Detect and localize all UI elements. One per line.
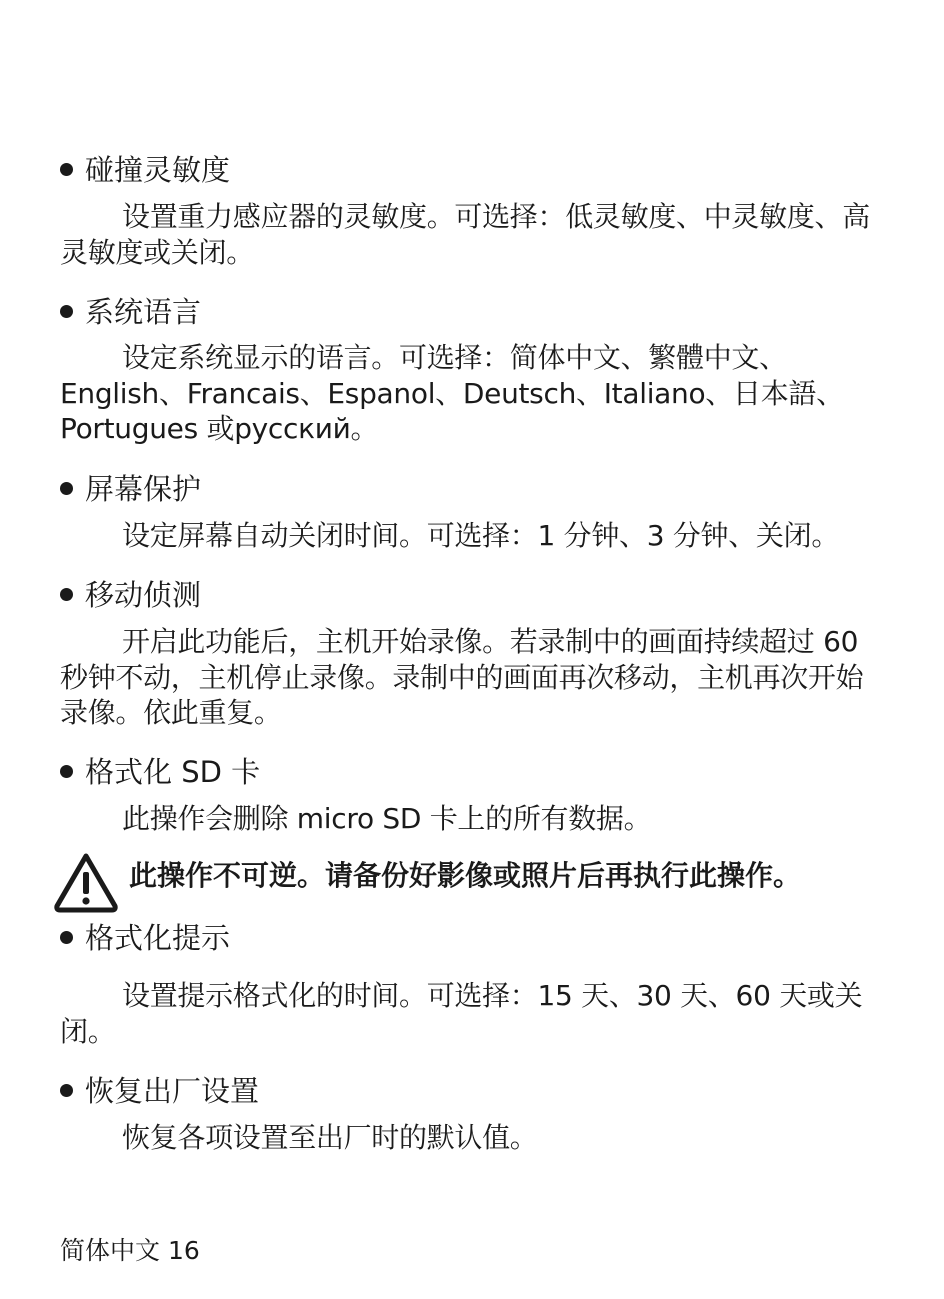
section-body-system-language: 设定系统显示的语言。可选择：简体中文、繁體中文、English、Francais、Espanol、Deutsch、Italiano、日本語、Portugues 或русский。: [60, 341, 844, 445]
page-footer: 简体中文 16: [60, 1236, 200, 1265]
warning-notice: [53, 852, 893, 914]
section-body-motion-detection: 开启此功能后，主机开始录像。若录制中的画面持续超过 60 秒钟不动，主机停止录像。录制中的画面再次移动，主机再次开始录像。依此重复。: [60, 625, 864, 729]
bullet-icon: [60, 163, 73, 176]
bullet-icon: [60, 305, 73, 318]
section-body-format-reminder: 设置提示格式化的时间。可选择：15 天、30 天、60 天或关闭。: [60, 979, 863, 1048]
section-heading-text: 格式化 SD 卡: [85, 755, 261, 789]
section-body-collision-sensitivity: 设置重力感应器的灵敏度。可选择：低灵敏度、中灵敏度、高灵敏度或关闭。: [60, 200, 870, 269]
section-body-factory-reset: 恢复各项设置至出厂时的默认值。: [122, 1121, 538, 1154]
bullet-icon: [60, 765, 73, 778]
section-heading-collision-sensitivity: [60, 152, 880, 188]
section-heading-format-sd: [60, 754, 880, 790]
section-heading-text: 碰撞灵敏度: [85, 153, 231, 187]
bullet-icon: [60, 482, 73, 495]
bullet-icon: [60, 1084, 73, 1097]
section-heading-text: 系统语言: [85, 295, 202, 329]
warning-text: 此操作不可逆。请备份好影像或照片后再执行此操作。: [129, 859, 802, 892]
section-heading-factory-reset: [60, 1073, 880, 1109]
bullet-icon: [60, 931, 73, 944]
section-heading-format-reminder: [60, 920, 880, 956]
section-heading-motion-detection: [60, 577, 880, 613]
warning-triangle-icon: [53, 852, 119, 914]
section-heading-text: 移动侦测: [85, 578, 202, 612]
section-heading-screen-saver: [60, 471, 880, 507]
section-heading-system-language: [60, 294, 880, 330]
section-heading-text: 格式化提示: [85, 921, 231, 955]
section-heading-text: 恢复出厂设置: [85, 1074, 260, 1108]
section-body-format-sd: 此操作会删除 micro SD 卡上的所有数据。: [122, 802, 652, 835]
bullet-icon: [60, 588, 73, 601]
section-body-screen-saver: 设定屏幕自动关闭时间。可选择：1 分钟、3 分钟、关闭。: [122, 519, 840, 552]
section-heading-text: 屏幕保护: [85, 472, 202, 506]
